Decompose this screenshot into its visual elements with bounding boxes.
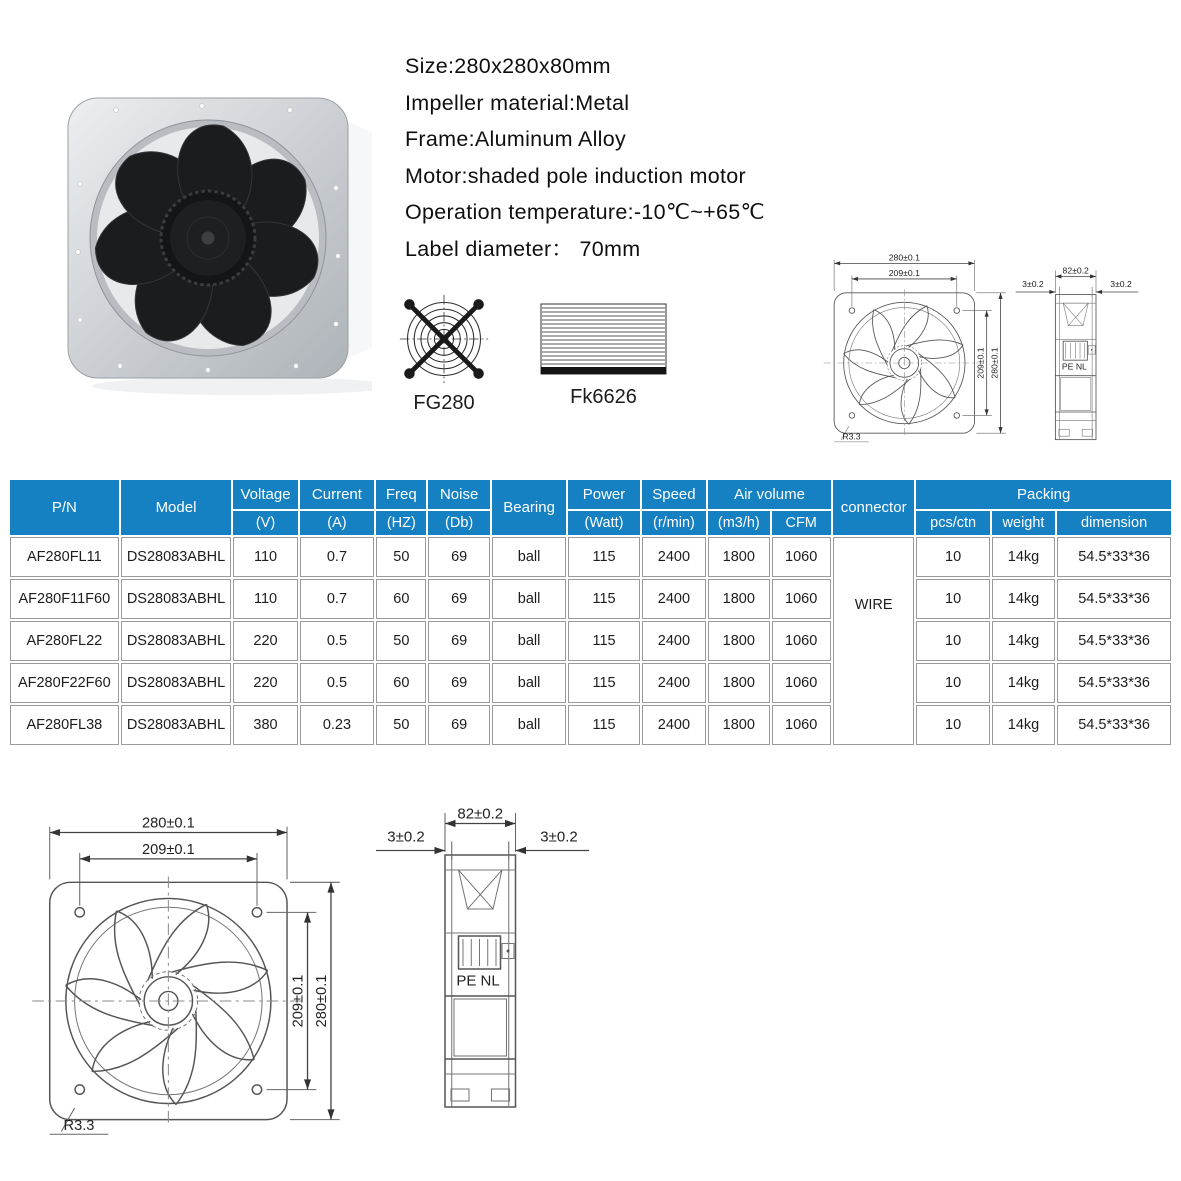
- cell-pcs: 10: [916, 579, 989, 619]
- fan-side-view: [370, 795, 595, 1125]
- cell-m3h: 1800: [708, 579, 769, 619]
- cell-power: 115: [568, 705, 639, 745]
- col-header-model: Model: [121, 480, 232, 535]
- cell-noise: 69: [428, 663, 489, 703]
- dimension-label: 3±0.2: [540, 828, 578, 846]
- table-row: [10, 579, 1171, 619]
- col-header-noise: Noise: [428, 480, 489, 509]
- col-subheader-dimension: dimension: [1057, 511, 1171, 535]
- cell-current: 0.5: [300, 621, 374, 661]
- cell-current: 0.5: [300, 663, 374, 703]
- cell-dimension: 54.5*33*36: [1057, 663, 1171, 703]
- cell-cfm: 1060: [772, 621, 831, 661]
- dimension-label: 280±0.1: [313, 974, 330, 1028]
- fan-side-view: [1012, 260, 1142, 450]
- dimension-label: 209±0.1: [975, 347, 986, 379]
- cell-model: DS28083ABHL: [121, 621, 232, 661]
- cell-weight: 14kg: [992, 537, 1055, 577]
- cell-weight: 14kg: [992, 663, 1055, 703]
- cell-pn: AF280FL22: [10, 621, 119, 661]
- cell-power: 115: [568, 537, 639, 577]
- table-row: [10, 663, 1171, 703]
- cell-bearing: ball: [492, 663, 566, 703]
- cell-bearing: ball: [492, 705, 566, 745]
- cell-cfm: 1060: [772, 663, 831, 703]
- cell-pcs: 10: [916, 663, 989, 703]
- cell-freq: 60: [376, 663, 426, 703]
- cell-weight: 14kg: [992, 621, 1055, 661]
- side-view-drawing-large: [370, 795, 595, 1130]
- col-subheader-power-unit: (Watt): [568, 511, 639, 535]
- col-header-pn: P/N: [10, 480, 119, 535]
- dimension-label: 280±0.1: [888, 252, 920, 263]
- louver-filter-icon: [540, 303, 667, 375]
- cell-model: DS28083ABHL: [121, 537, 232, 577]
- cell-current: 0.23: [300, 705, 374, 745]
- table-row: [10, 621, 1171, 661]
- connector-value: WIRE: [854, 597, 893, 613]
- cell-noise: 69: [428, 537, 489, 577]
- cell-noise: 69: [428, 621, 489, 661]
- col-header-current: Current: [300, 480, 374, 509]
- cell-noise: 69: [428, 705, 489, 745]
- cell-m3h: 1800: [708, 621, 769, 661]
- specification-table: [8, 478, 1173, 747]
- accessory-label-fg280: FG280: [413, 392, 475, 414]
- front-view-drawing-large: [29, 812, 359, 1151]
- cell-bearing: ball: [492, 537, 566, 577]
- cell-dimension: 54.5*33*36: [1057, 537, 1171, 577]
- fan-photo: [52, 92, 372, 397]
- cell-bearing: ball: [492, 579, 566, 619]
- cell-m3h: 1800: [708, 537, 769, 577]
- dimension-label: 209±0.1: [888, 267, 920, 278]
- corner-radius-label: R3.3: [63, 1117, 95, 1134]
- corner-radius-label: R3.3: [842, 431, 861, 442]
- cell-dimension: 54.5*33*36: [1057, 621, 1171, 661]
- spec-line-label-diameter: Label diameter： 70mm: [405, 236, 641, 261]
- cell-speed: 2400: [642, 579, 706, 619]
- cell-weight: 14kg: [992, 579, 1055, 619]
- cell-pn: AF280FL38: [10, 705, 119, 745]
- dimension-label: 280±0.1: [141, 815, 195, 832]
- col-subheader-voltage-unit: (V): [233, 511, 297, 535]
- col-subheader-m3h: (m3/h): [708, 511, 769, 535]
- col-header-speed: Speed: [642, 480, 706, 509]
- cell-voltage: 220: [233, 663, 297, 703]
- cell-freq: 50: [376, 705, 426, 745]
- dimension-label: 82±0.2: [1062, 265, 1089, 276]
- cell-speed: 2400: [642, 705, 706, 745]
- cell-voltage: 380: [233, 705, 297, 745]
- cell-pcs: 10: [916, 621, 989, 661]
- cell-connector: [833, 537, 915, 745]
- col-header-bearing: Bearing: [492, 480, 566, 535]
- cell-cfm: 1060: [772, 537, 831, 577]
- photo-shadow: [92, 377, 372, 395]
- cell-speed: 2400: [642, 663, 706, 703]
- fan-front-view: [822, 251, 1017, 449]
- col-subheader-current-unit: (A): [300, 511, 374, 535]
- col-header-packing: Packing: [916, 480, 1171, 509]
- cell-cfm: 1060: [772, 705, 831, 745]
- dimension-label: 82±0.2: [457, 805, 504, 823]
- dimension-label: 209±0.1: [141, 841, 195, 858]
- accessory-label-fk6626: Fk6626: [570, 386, 637, 408]
- spec-line-temperature: Operation temperature:-10℃~+65℃: [405, 200, 765, 225]
- cell-voltage: 110: [233, 537, 297, 577]
- fan-photo-image: [52, 92, 372, 397]
- accessory-fan-guard: [396, 291, 492, 415]
- cell-model: DS28083ABHL: [121, 705, 232, 745]
- cell-pn: AF280F22F60: [10, 663, 119, 703]
- col-header-voltage: Voltage: [233, 480, 297, 509]
- cell-weight: 14kg: [992, 705, 1055, 745]
- cell-bearing: ball: [492, 621, 566, 661]
- accessory-louver-filter: [540, 303, 667, 409]
- cell-model: DS28083ABHL: [121, 663, 232, 703]
- col-subheader-pcs-ctn: pcs/ctn: [916, 511, 989, 535]
- cell-m3h: 1800: [708, 663, 769, 703]
- fan-guard-icon: [396, 291, 492, 387]
- dimension-label: 209±0.1: [290, 974, 307, 1028]
- cell-current: 0.7: [300, 537, 374, 577]
- col-subheader-cfm: CFM: [772, 511, 831, 535]
- col-subheader-speed-unit: (r/min): [642, 511, 706, 535]
- col-header-freq: Freq: [376, 480, 426, 509]
- front-view-drawing-small: [822, 251, 1017, 454]
- cell-power: 115: [568, 579, 639, 619]
- dimension-label: 280±0.1: [989, 347, 1000, 379]
- fan-front-view: [29, 812, 359, 1146]
- spec-line-motor: Motor:shaded pole induction motor: [405, 163, 746, 188]
- table-row: [10, 705, 1171, 745]
- cell-power: 115: [568, 663, 639, 703]
- col-subheader-weight: weight: [992, 511, 1055, 535]
- cell-m3h: 1800: [708, 705, 769, 745]
- cell-current: 0.7: [300, 579, 374, 619]
- cell-voltage: 220: [233, 621, 297, 661]
- cell-freq: 50: [376, 621, 426, 661]
- cell-voltage: 110: [233, 579, 297, 619]
- dimension-label: 3±0.2: [1110, 278, 1132, 289]
- cell-dimension: 54.5*33*36: [1057, 579, 1171, 619]
- spec-line-frame: Frame:Aluminum Alloy: [405, 127, 627, 152]
- col-header-air-volume: Air volume: [708, 480, 831, 509]
- cell-pcs: 10: [916, 537, 989, 577]
- col-subheader-noise-unit: (Db): [428, 511, 489, 535]
- terminal-label: PE NL: [1061, 361, 1087, 372]
- cell-freq: 50: [376, 537, 426, 577]
- impeller-hub: [161, 191, 255, 285]
- cell-power: 115: [568, 621, 639, 661]
- dimension-label: 3±0.2: [387, 828, 425, 846]
- cell-speed: 2400: [642, 537, 706, 577]
- cell-noise: 69: [428, 579, 489, 619]
- terminal-label: PE NL: [456, 972, 500, 990]
- cell-model: DS28083ABHL: [121, 579, 232, 619]
- cell-freq: 60: [376, 579, 426, 619]
- dimension-label: 3±0.2: [1022, 278, 1044, 289]
- col-subheader-freq-unit: (HZ): [376, 511, 426, 535]
- spec-list: [405, 48, 765, 268]
- cell-pcs: 10: [916, 705, 989, 745]
- cell-dimension: 54.5*33*36: [1057, 705, 1171, 745]
- side-view-drawing-small: [1012, 260, 1142, 455]
- spec-line-size: Size:280x280x80mm: [405, 54, 611, 78]
- table-row: [10, 537, 1171, 577]
- cell-pn: AF280F11F60: [10, 579, 119, 619]
- col-header-connector: connector: [833, 480, 915, 535]
- col-header-power: Power: [568, 480, 639, 509]
- cell-cfm: 1060: [772, 579, 831, 619]
- cell-pn: AF280FL11: [10, 537, 119, 577]
- cell-speed: 2400: [642, 621, 706, 661]
- spec-line-impeller: Impeller material:Metal: [405, 90, 630, 115]
